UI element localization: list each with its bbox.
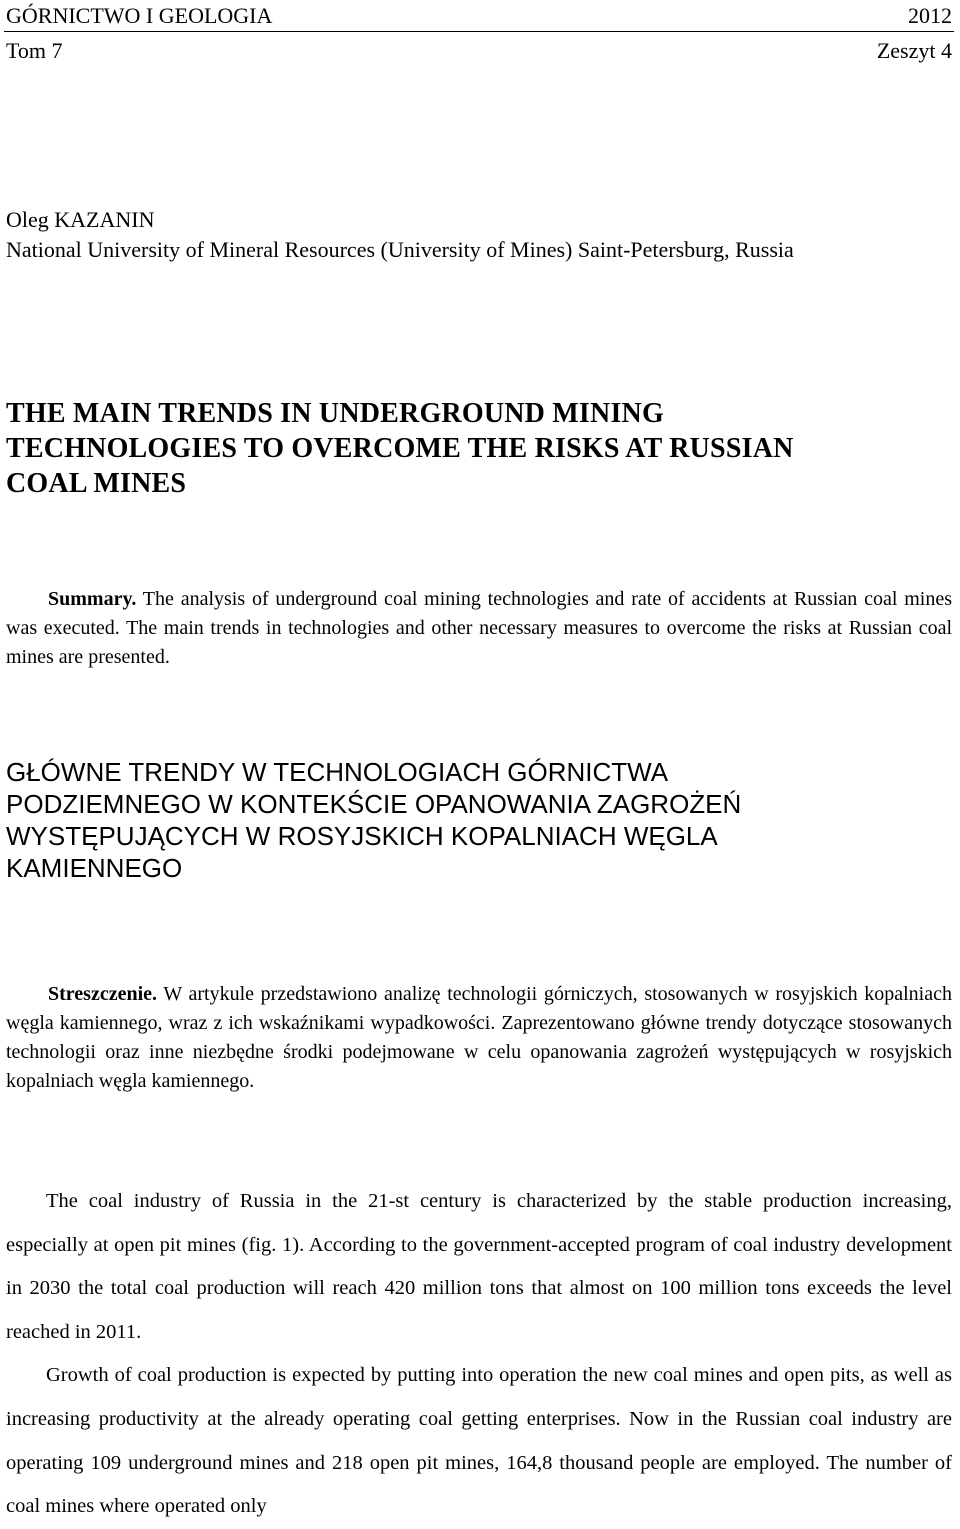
header-rule — [4, 31, 954, 32]
streszczenie-paragraph — [6, 980, 952, 1096]
journal-volume: Tom 7 — [6, 38, 63, 63]
title-en-line-2: TECHNOLOGIES TO OVERCOME THE RISKS AT RUSSIAN — [6, 433, 794, 464]
journal-year: 2012 — [908, 3, 952, 28]
title-english — [6, 396, 946, 501]
summary-text: The analysis of underground coal mining technologies and rate of accidents at Russian coal mines was executed. The main trends in technologies and other necessary measures to overcome the risks at Russian coal mines are presented. — [6, 588, 953, 668]
title-en-line-1: THE MAIN TRENDS IN UNDERGROUND MINING — [6, 398, 664, 429]
author-affiliation: National University of Mineral Resources (University of Mines) Saint-Petersburg, Russia — [6, 237, 794, 262]
title-polish — [6, 756, 946, 884]
summary-label: Summary. — [48, 588, 137, 610]
summary-paragraph — [6, 585, 952, 672]
title-pl-line-3: WYSTĘPUJĄCYCH W ROSYJSKICH KOPALNIACH WĘGLA — [6, 821, 718, 851]
title-pl-line-4: KAMIENNEGO — [6, 853, 183, 883]
title-pl-line-2: PODZIEMNEGO W KONTEKŚCIE OPANOWANIA ZAGROŻEŃ — [6, 789, 742, 819]
body-text — [6, 1180, 952, 1529]
title-en-line-3: COAL MINES — [6, 468, 187, 499]
journal-issue: Zeszyt 4 — [876, 38, 952, 63]
body-paragraph-1: The coal industry of Russia in the 21-st century is characterized by the stable production increasing, especially at open pit mines (fig. 1). According to the government-accepted program of coal industry development in 2030 the total coal production will reach 420 million tons that almost on 100 million tons exceeds the level reached in 2011. — [6, 1190, 952, 1343]
streszczenie-text: W artykule przedstawiono analizę technologii górniczych, stosowanych w rosyjskich kopalniach węgla kamiennego, wraz z ich wskaźnikami wypadkowości. Zaprezentowano główne trendy dotyczące stosowanych technologii oraz inne niezbędne środki podejmowane w celu opanowania zagrożeń występujących w rosyjskich kopalniach węgla kamiennego. — [6, 983, 952, 1092]
author-name: Oleg KAZANIN — [6, 207, 155, 232]
title-pl-line-1: GŁÓWNE TRENDY W TECHNOLOGIACH GÓRNICTWA — [6, 757, 669, 787]
author-block — [6, 205, 794, 265]
streszczenie-label: Streszczenie. — [48, 983, 158, 1005]
body-paragraph-2: Growth of coal production is expected by putting into operation the new coal mines and open pits, as well as increasing productivity at the already operating coal getting enterprises. Now in the Russian coal industry are operating 109 underground mines and 218 open pit mines, 164,8 thousand people are employed. The number of coal mines where operated only — [6, 1364, 952, 1518]
journal-name: GÓRNICTWO I GEOLOGIA — [6, 3, 273, 28]
